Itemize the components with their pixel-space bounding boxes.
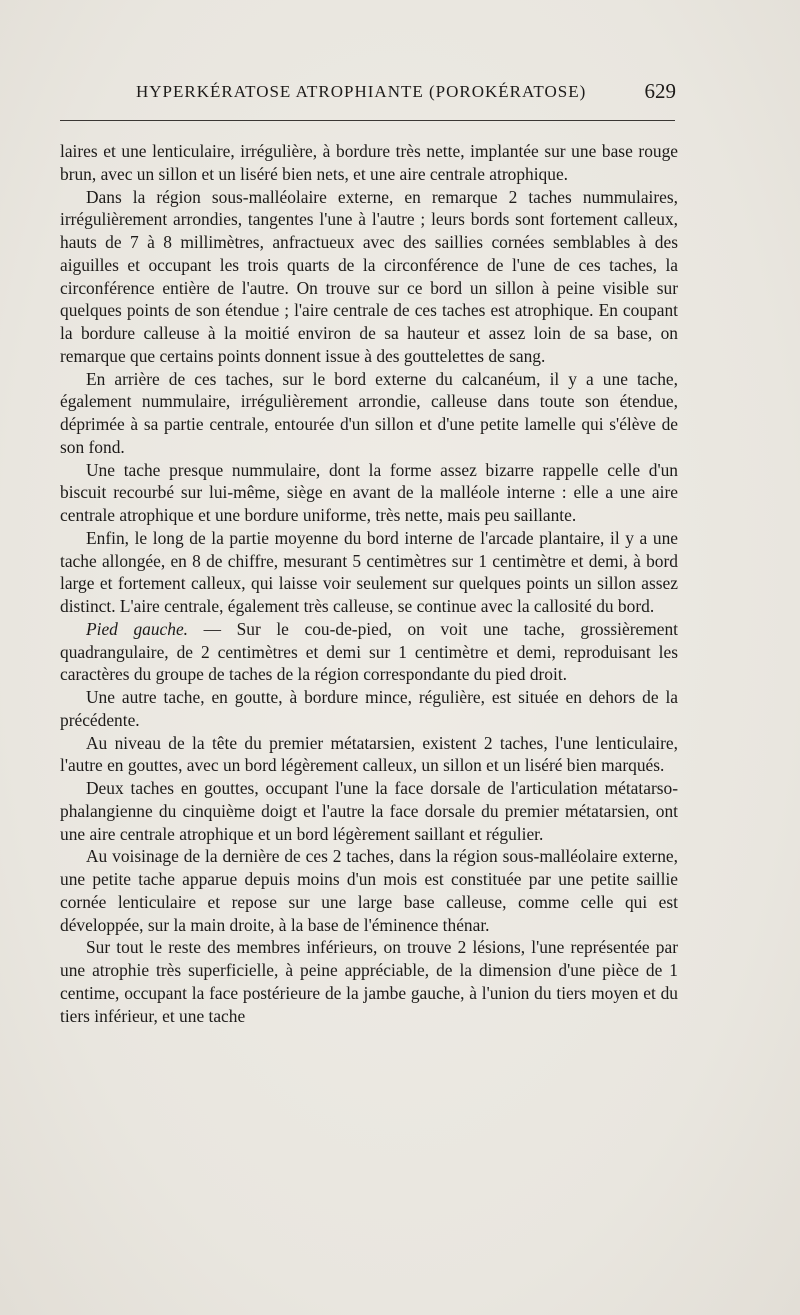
paragraph: Sur tout le reste des membres inférieurs, on trouve 2 lésions, l'une représentée par une atrophie très superficielle, à peine appréciable, de la dimension d'une pièce de 1 centime, occupant la face postérieure de la jambe gauche, à l'union du tiers moyen et du tiers inférieur, et une tache — [60, 937, 678, 1026]
page-number: 629 — [644, 79, 676, 103]
paragraph-text: — Sur le cou-de-pied, on voit une tache, grossièrement quadrangulaire, de 2 centimètres et demi sur 1 centimètre et demi, reproduisant les caractères du groupe de taches de la région correspondante du pied droit. — [60, 618, 678, 685]
paragraph: Deux taches en gouttes, occupant l'une la face dorsale de l'articulation métatarso-phalangienne du cinquième doigt et l'autre la face dorsale du premier métatarsien, ont une aire centrale atrophique et un bord légèrement saillant et régulier. — [60, 778, 678, 844]
paragraph: Une autre tache, en goutte, à bordure mince, régulière, est située en dehors de la précédente. — [60, 687, 678, 730]
paragraph: Au voisinage de la dernière de ces 2 taches, dans la région sous-malléolaire externe, une petite tache apparue depuis moins d'un mois est constituée par une petite saillie cornée lenticulaire et repose sur une large base calleuse, comme celle qui est développée, sur la main droite, à la base de l'éminence thénar. — [60, 846, 678, 935]
italic-lead: Pied gauche. — [86, 618, 189, 639]
paragraph: Une tache presque nummulaire, dont la forme assez bizarre rappelle celle d'un biscuit recourbé sur lui-même, siège en avant de la malléole interne : elle a une aire centrale atrophique et une bordure uniforme, très nette, mais peu saillante. — [60, 459, 678, 525]
body-text — [60, 140, 678, 1027]
running-title: HYPERKÉRATOSE ATROPHIANTE (POROKÉRATOSE) — [136, 82, 587, 101]
paragraph: Dans la région sous-malléolaire externe, en remarque 2 taches nummulaires, irrégulièrement arrondies, tangentes l'une à l'autre ; leurs bords sont fortement calleux, hauts de 7 à 8 millimètres, anfractueux avec des saillies cornées semblables à des aiguilles et occupant les trois quarts de la circonférence de l'une de ces taches, la circonférence entière de l'autre. On trouve sur ce bord un sillon à peine visible sur quelques points de son étendue ; l'aire centrale de ces taches est atrophique. En coupant la bordure calleuse à la moitié environ de sa hauteur et assez loin de sa base, on remarque que certains points donnent issue à des gouttelettes de sang. — [60, 186, 678, 366]
header-rule — [60, 120, 675, 121]
paragraph-pied-gauche — [60, 618, 678, 686]
paragraph: Enfin, le long de la partie moyenne du bord interne de l'arcade plantaire, il y a une tache allongée, en 8 de chiffre, mesurant 5 centimètres sur 1 centimètre et demi, à bord large et fortement calleux, qui laisse voir seulement sur quelques points un sillon assez distinct. L'aire centrale, également très calleuse, se continue avec la callosité du bord. — [60, 527, 678, 616]
paragraph: Au niveau de la tête du premier métatarsien, existent 2 taches, l'une lenticulaire, l'autre en gouttes, avec un bord légèrement calleux, un sillon et un liséré bien marqués. — [60, 732, 678, 776]
paragraph: laires et une lenticulaire, irrégulière, à bordure très nette, implantée sur une base rouge brun, avec un sillon et un liséré bien nets, et une aire centrale atrophique. — [60, 141, 678, 184]
paragraph: En arrière de ces taches, sur le bord externe du calcanéum, il y a une tache, également nummulaire, irrégulièrement arrondie, calleuse dans toute son étendue, déprimée à sa partie centrale, entourée d'un sillon et d'une petite lamelle qui s'élève de son fond. — [60, 368, 678, 457]
running-head — [60, 79, 678, 112]
